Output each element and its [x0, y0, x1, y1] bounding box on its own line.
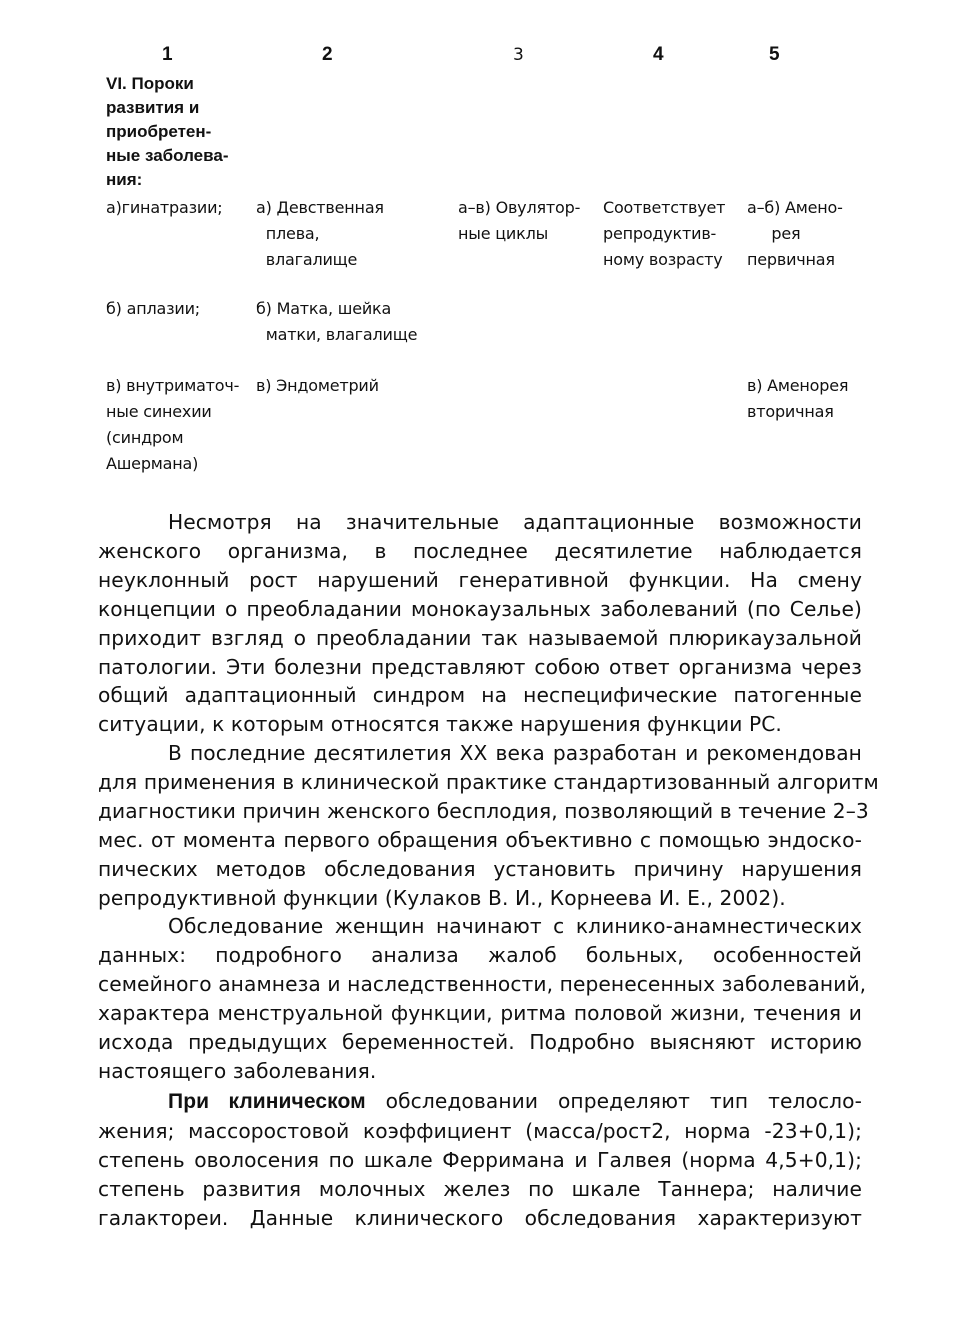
paragraph-line: жения; массоростовой коэффициент (масса/рост2, норма -23+0,1);: [98, 1118, 862, 1143]
paragraph-4: [98, 1087, 862, 1233]
paragraph-line: [98, 1087, 862, 1117]
table-cell-row3-col1: в) внутриматоч- ные синехии (синдром Ашермана): [106, 376, 240, 473]
paragraph-line: для применения в клинической практике стандартизованный алгоритм: [98, 769, 879, 794]
paragraph-line: настоящего заболевания.: [98, 1058, 377, 1083]
table-cell-row1-col3: а–в) Овулятор- ные циклы: [458, 198, 581, 243]
paragraph-line: Несмотря на значительные адаптационные возможности: [168, 510, 862, 534]
table-cell-row1-col5: а–б) Амено- рея первичная: [747, 198, 843, 269]
paragraph-1: [98, 508, 862, 739]
table-cell-row3-col2: в) Эндометрий: [256, 376, 379, 395]
paragraph-line: галактореи. Данные клинического обследования характеризуют: [98, 1205, 862, 1230]
paragraph-line: репродуктивной функции (Кулаков В. И., Корнеева И. Е., 2002).: [98, 885, 786, 910]
paragraph-line: неуклонный рост нарушений генеративной функции. На смену: [98, 567, 862, 592]
column-number-3: 3: [513, 45, 524, 65]
paragraph-line: патологии. Эти болезни представляют собою ответ организма через: [98, 654, 862, 679]
column-number-2: 2: [322, 44, 333, 65]
paragraph-line: общий адаптационный синдром на неспецифические патогенные: [98, 683, 862, 708]
table-cell-row1-col4: Соответствует репродуктив- ному возрасту: [603, 198, 726, 269]
column-number-4: 4: [653, 44, 664, 65]
paragraph-line: пических методов обследования установить причину нарушения: [98, 856, 862, 881]
paragraph-line: Обследование женщин начинают с клинико-анамнестических: [168, 914, 862, 938]
paragraph-line: диагностики причин женского бесплодия, позволяющий в течение 2–3: [98, 798, 869, 823]
paragraph-line-rest: обследовании определяют тип телосло-: [365, 1089, 862, 1113]
table-section-heading: VI. Пороки развития и приобретен- ные заболева- ния:: [106, 74, 229, 189]
table-cell-row2-col2: б) Матка, шейка матки, влагалище: [256, 299, 418, 344]
column-number-1: 1: [162, 44, 173, 65]
paragraph-line: женского организма, в последнее десятилетие наблюдается: [98, 538, 862, 563]
paragraph-line: концепции о преобладании монокаузальных заболеваний (по Селье): [98, 596, 862, 621]
paragraph-line: характера менструальной функции, ритма половой жизни, течения и: [98, 1000, 862, 1025]
table-cell-row2-col1: б) аплазии;: [106, 299, 200, 318]
paragraph-line: В последние десятилетия XX века разработан и рекомендован: [168, 741, 862, 765]
paragraph-line: ситуации, к которым относятся также нарушения функции РС.: [98, 712, 782, 737]
paragraph-line: степень развития молочных желез по шкале Таннера; наличие: [98, 1176, 862, 1201]
paragraph-line: степень оволосения по шкале Ферримана и Галвея (норма 4,5+0,1);: [98, 1147, 862, 1172]
paragraph-line: исхода предыдущих беременностей. Подробно выясняют историю: [98, 1029, 862, 1054]
paragraph-line: семейного анамнеза и наследственности, перенесенных заболеваний,: [98, 971, 867, 996]
paragraph-line: мес. от момента первого обращения объективно с помощью эндоско-: [98, 827, 862, 852]
paragraph-line: приходит взгляд о преобладании так называемой плюрикаузальной: [98, 625, 862, 650]
column-number-5: 5: [769, 44, 780, 65]
paragraph-line: данных: подробного анализа жалоб больных, особенностей: [98, 942, 862, 967]
table-cell-row1-col1: а)гинатразии;: [106, 198, 223, 217]
bold-lead-text: При клиническом: [168, 1090, 366, 1113]
paragraph-3: [98, 912, 867, 1085]
table-cell-row3-col5: в) Аменорея вторичная: [747, 376, 849, 421]
table-cell-row1-col2: а) Девственная плева, влагалище: [256, 198, 384, 269]
paragraph-2: [98, 739, 879, 912]
